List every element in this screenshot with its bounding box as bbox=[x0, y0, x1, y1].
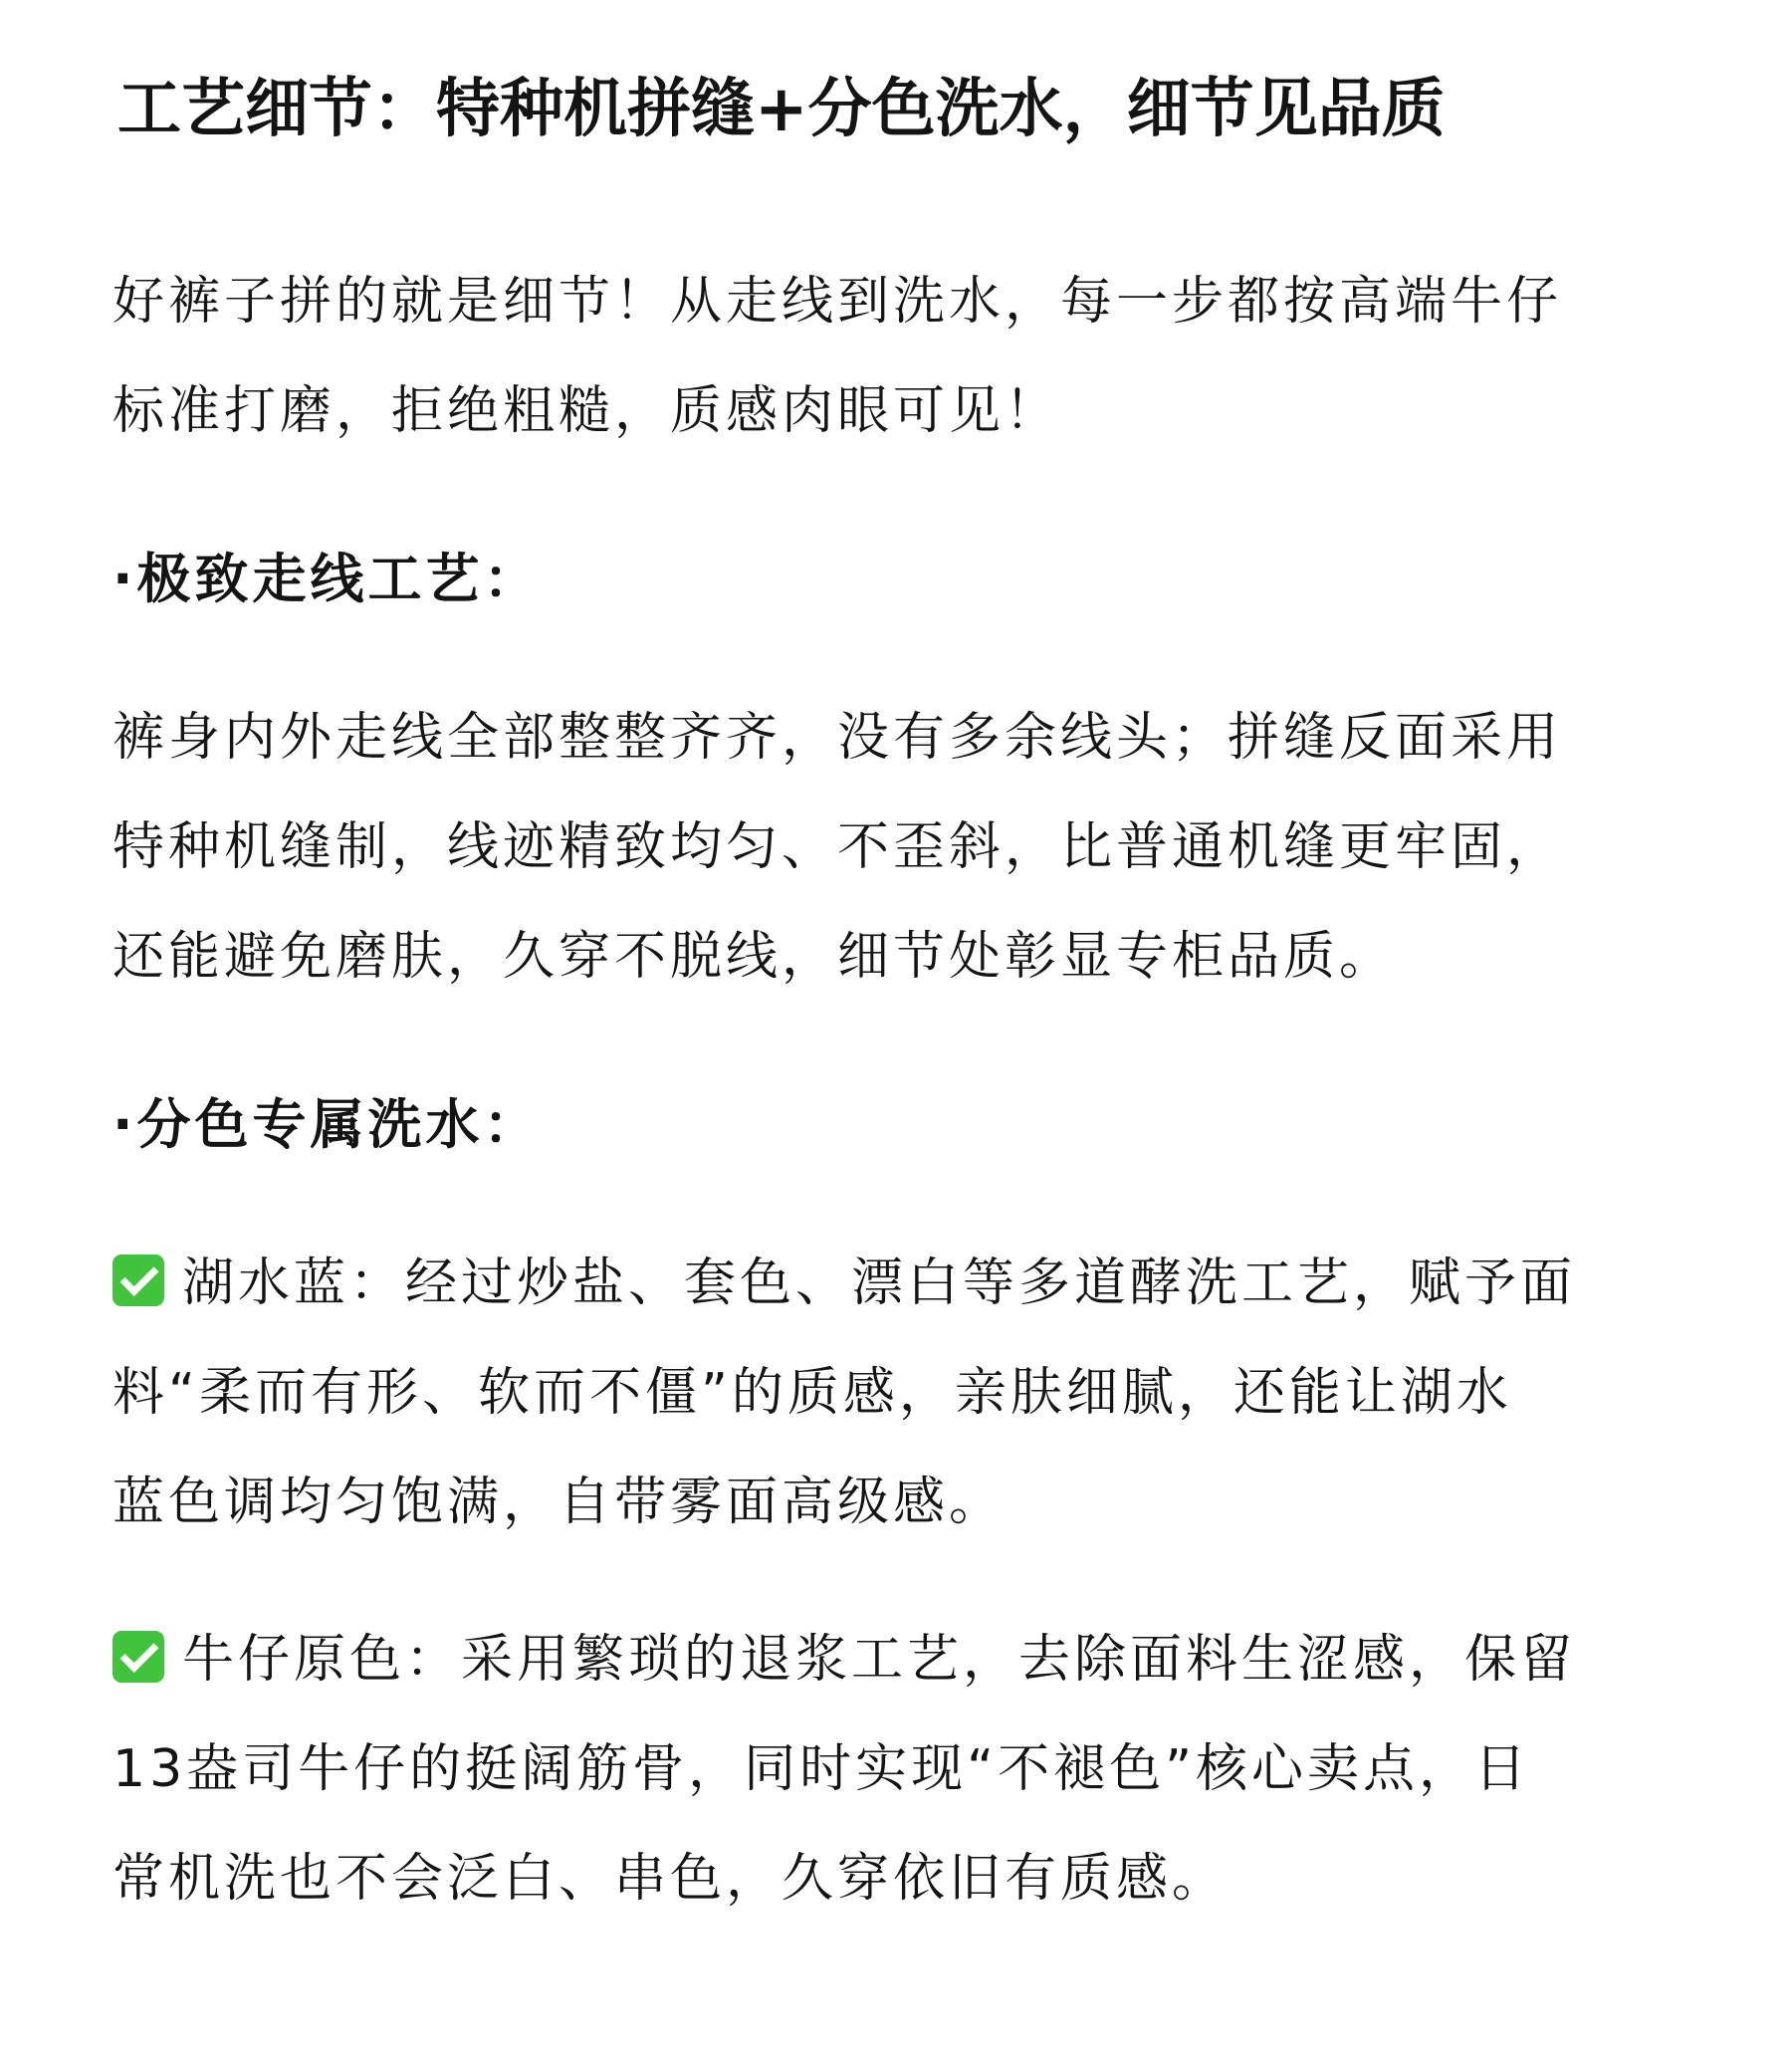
raw-denim-line: 13盎司牛仔的挺阔筋骨，同时实现“不褪色”核心卖点，日 bbox=[112, 1739, 1531, 1799]
raw-denim-line bbox=[112, 1605, 1705, 1714]
raw-denim-line: 常机洗也不会泛白、串色，久穿依旧有质感。 bbox=[112, 1849, 1229, 1909]
intro-line: 好裤子拼的就是细节！从走线到洗水，每一步都按高端牛仔 bbox=[112, 272, 1563, 332]
lake-blue-line-text: 湖水蓝：经过炒盐、套色、漂白等多道酵洗工艺，赋予面 bbox=[182, 1253, 1577, 1313]
wash-heading: ·分色专属洗水： bbox=[112, 1093, 542, 1156]
lake-blue-line: 料“柔而有形、软而不僵”的质感，亲肤细腻，还能让湖水 bbox=[112, 1363, 1512, 1423]
raw-denim-line-text: 牛仔原色：采用繁琐的退浆工艺，去除面料生涩感，保留 bbox=[182, 1630, 1577, 1690]
intro-line: 标准打磨，拒绝粗糙，质感肉眼可见！ bbox=[112, 381, 1061, 441]
stitching-line: 还能避免磨肤，久穿不脱线，细节处彰显专柜品质。 bbox=[112, 927, 1396, 987]
lake-blue-line: 蓝色调均匀饱满，自带雾面高级感。 bbox=[112, 1473, 1006, 1532]
check-mark-icon bbox=[112, 1254, 164, 1306]
raw-denim-paragraph bbox=[112, 1605, 1705, 1934]
stitching-heading: ·极致走线工艺： bbox=[112, 548, 542, 610]
stitching-line: 特种机缝制，线迹精致均匀、不歪斜，比普通机缝更牢固， bbox=[112, 817, 1563, 877]
stitching-paragraph bbox=[112, 683, 1705, 1012]
intro-paragraph bbox=[112, 247, 1705, 466]
lake-blue-paragraph bbox=[112, 1229, 1705, 1557]
page-title: 工艺细节：特种机拼缝+分色洗水，细节见品质 bbox=[117, 73, 1446, 146]
check-mark-icon bbox=[112, 1631, 164, 1683]
lake-blue-line bbox=[112, 1229, 1705, 1338]
stitching-line: 裤身内外走线全部整整齐齐，没有多余线头；拼缝反面采用 bbox=[112, 708, 1563, 768]
